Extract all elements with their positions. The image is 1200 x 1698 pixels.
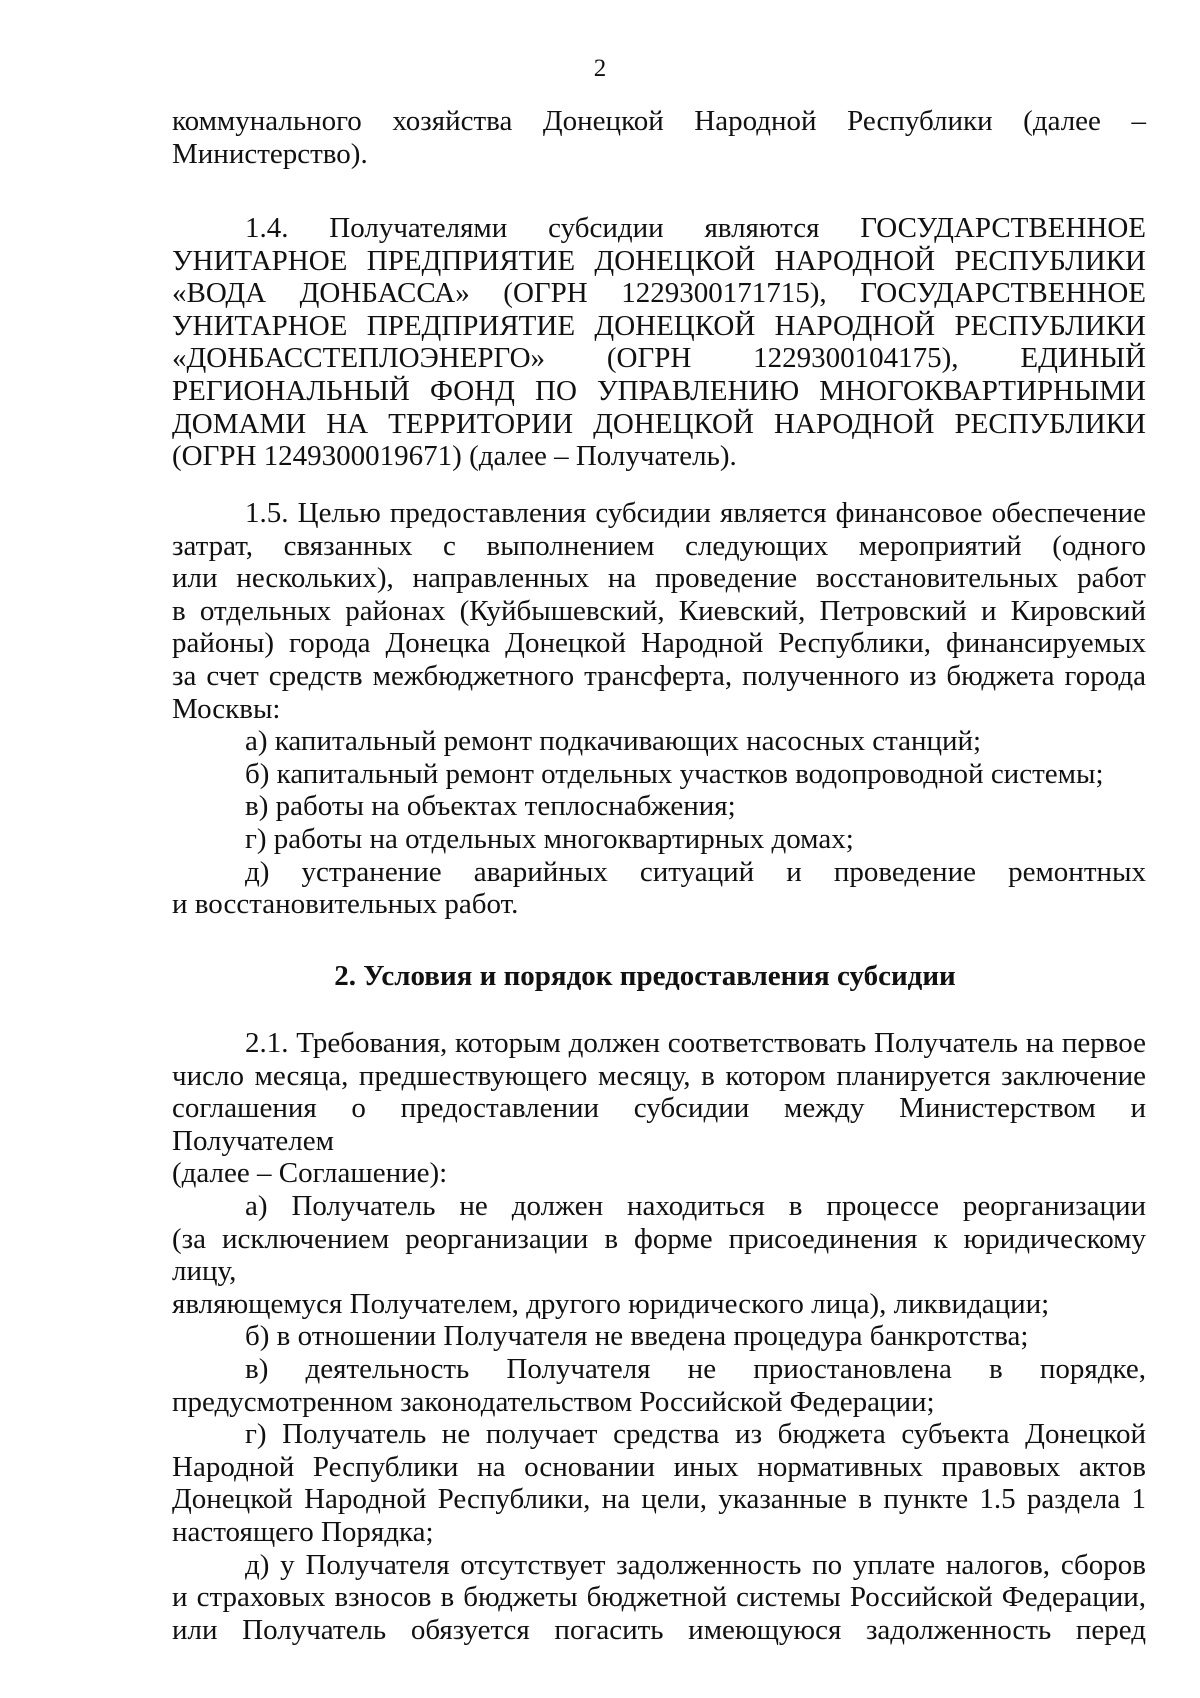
list-item: д) у Получателя отсутствует задолженность по уплате налогов, сборов	[245, 1548, 1146, 1581]
text-line: Москвы:	[172, 692, 281, 725]
text-line: число месяца, предшествующего месяцу, в котором планируется заключение	[172, 1059, 1146, 1092]
page-number: 2	[593, 55, 607, 82]
list-item: д) устранение аварийных ситуаций и проведение ремонтных	[245, 855, 1146, 888]
paragraph-1-5	[172, 497, 1146, 921]
text-line: (далее – Соглашение):	[172, 1157, 448, 1190]
text-line: настоящего Порядка;	[172, 1515, 434, 1548]
text-line: УНИТАРНОЕ ПРЕДПРИЯТИЕ ДОНЕЦКОЙ НАРОДНОЙ РЕСПУБЛИКИ	[172, 244, 1146, 277]
text-line: районы) города Донецка Донецкой Народной Республики, финансируемых	[172, 627, 1146, 660]
list-item: б) капитальный ремонт отдельных участков водопроводной системы;	[245, 757, 1104, 790]
paragraph-1-4	[172, 212, 1146, 473]
text-line: Донецкой Народной Республики, на цели, указанные в пункте 1.5 раздела 1	[172, 1483, 1146, 1516]
list-item: в) деятельность Получателя не приостановлена в порядке,	[245, 1352, 1146, 1385]
list-item: г) работы на отдельных многоквартирных домах;	[245, 822, 854, 855]
text-line: (ОГРН 1249300019671) (далее – Получатель).	[172, 440, 737, 473]
text-line: РЕГИОНАЛЬНЫЙ ФОНД ПО УПРАВЛЕНИЮ МНОГОКВАРТИРНЫМИ	[172, 374, 1146, 407]
text-line: предусмотренном законодательством Российской Федерации;	[172, 1385, 935, 1418]
list-item: г) Получатель не получает средства из бюджета субъекта Донецкой	[245, 1418, 1146, 1451]
text-line: «ДОНБАССТЕПЛОЭНЕРГО» (ОГРН 1229300104175), ЕДИНЫЙ	[172, 342, 1146, 375]
text-line: в отдельных районах (Куйбышевский, Киевский, Петровский и Кировский	[172, 594, 1146, 627]
list-item: в) работы на объектах теплоснабжения;	[245, 790, 736, 823]
text-line: 1.5. Целью предоставления субсидии является финансовое обеспечение	[245, 497, 1146, 529]
text-line: или нескольких), направленных на проведение восстановительных работ	[172, 562, 1146, 595]
text-line: коммунального хозяйства Донецкой Народной Республики (далее –	[172, 105, 1146, 137]
text-line: 1.4. Получателями субсидии являются ГОСУДАРСТВЕННОЕ	[245, 212, 1146, 244]
section-heading: 2. Условия и порядок предоставления субсидии	[334, 960, 956, 992]
text-line: являющемуся Получателем, другого юридического лица), ликвидации;	[172, 1287, 1050, 1320]
text-line: за счет средств межбюджетного трансферта, полученного из бюджета города	[172, 659, 1146, 692]
text-line: Министерство).	[172, 137, 368, 170]
text-line: или Получатель обязуется погасить имеющуюся задолженность перед	[172, 1613, 1146, 1646]
text-line: соглашения о предоставлении субсидии между Министерством и Получателем	[172, 1092, 1146, 1157]
text-line: и страховых взносов в бюджеты бюджетной системы Российской Федерации,	[172, 1581, 1146, 1614]
list-item: а) капитальный ремонт подкачивающих насосных станций;	[245, 725, 982, 758]
text-line: Народной Республики на основании иных нормативных правовых актов	[172, 1450, 1146, 1483]
text-line: ДОМАМИ НА ТЕРРИТОРИИ ДОНЕЦКОЙ НАРОДНОЙ РЕСПУБЛИКИ	[172, 407, 1146, 440]
text-line: УНИТАРНОЕ ПРЕДПРИЯТИЕ ДОНЕЦКОЙ НАРОДНОЙ РЕСПУБЛИКИ	[172, 309, 1146, 342]
list-item: б) в отношении Получателя не введена процедура банкротства;	[245, 1320, 1029, 1353]
paragraph-2-1	[172, 1027, 1146, 1646]
text-line: «ВОДА ДОНБАССА» (ОГРН 1229300171715), ГОСУДАРСТВЕННОЕ	[172, 277, 1146, 310]
list-item: а) Получатель не должен находиться в процессе реорганизации	[245, 1189, 1146, 1222]
text-line: (за исключением реорганизации в форме присоединения к юридическому лицу,	[172, 1222, 1146, 1288]
text-line: затрат, связанных с выполнением следующих мероприятий (одного	[172, 529, 1146, 562]
paragraph-continuation	[172, 105, 1146, 170]
text-line: 2.1. Требования, которым должен соответствовать Получатель на первое	[245, 1027, 1146, 1059]
text-line: и восстановительных работ.	[172, 888, 519, 921]
